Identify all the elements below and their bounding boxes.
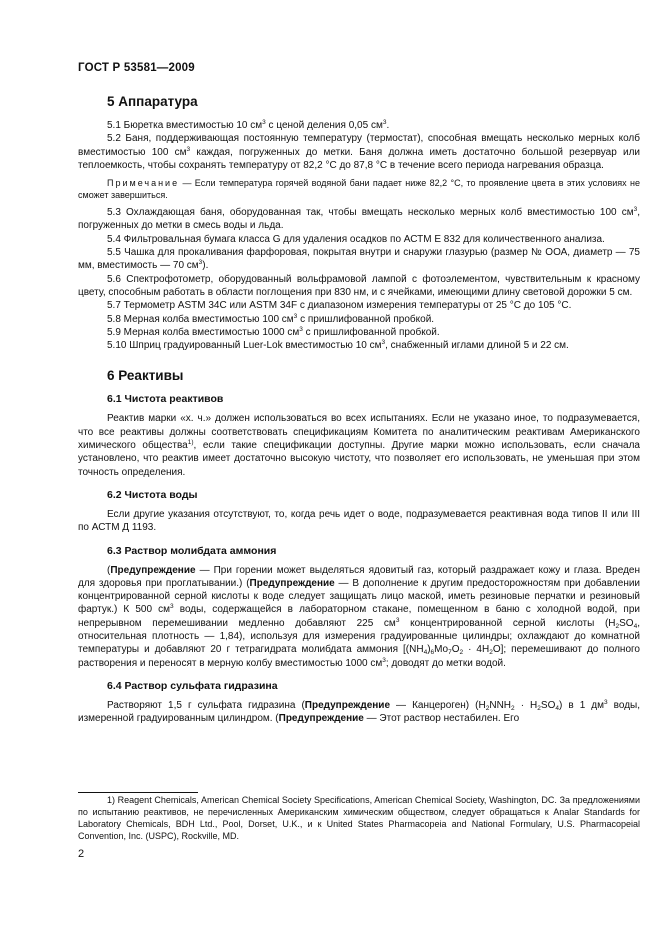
para-5-2: 5.2 Баня, поддерживающая постоянную температуру (термостат), способная вмещать несколько мерных колб вместимостью 100 $см^3$ каждая, погруженных до метки. Баня должна иметь достаточно большой резервуар или теплоемкость, чтобы сохранять температуру от 82,2 °С до 87,8 °С в течение всего периода нагревания образца.: [78, 133, 640, 171]
para-5-8: 5.8 Мерная колба вместимостью 100 $см^3$ с пришлифованной пробкой.: [107, 312, 435, 325]
para-5-6: 5.6 Спектрофотометр, оборудованный вольфрамовой лампой с фотоэлементом, чувствительным к красному цвету, способным работать в области поглощения при 830 нм, и с ячейками, имеющими длину световой дорожки 5 см.: [78, 273, 640, 298]
section-6-title: 6 Реактивы: [107, 368, 184, 384]
document-header: ГОСТ Р 53581—2009: [78, 62, 195, 74]
para-5-3: 5.3 Охлаждающая баня, оборудованная так, чтобы вмещать несколько мерных колб вместимостью 100 $см^3$, погруженных до метки в смесь воды и льда.: [78, 206, 640, 232]
page-number: 2: [78, 848, 85, 860]
para-6-1: Реактив марки «х. ч.» должен использоваться во всех испытаниях. Если не указано иное, то подразумевается, что все реактивы должны соответствовать спецификациям Комитета по аналитическим реактивам Американского химического общества$^{1)}$, если такие спецификации доступны. Другие марки можно использовать, если сначала установлено, что реактив имеет достаточно высокую чистоту, что позволяет его использовать, не уменьшая при этом точность определения.: [78, 413, 640, 478]
para-5-5: 5.5 Чашка для прокаливания фарфоровая, покрытая внутри и снаружи глазурью (размер № ООА, диаметр — 75 мм, вместимость — 70 $см^3$).: [78, 247, 640, 272]
subsection-6-3-title: 6.3 Раствор молибдата аммония: [107, 544, 277, 557]
footnote-1: 1) Reagent Chemicals, American Chemical Society Specifications, American Chemical Society, Washington, DC. За предложениями по испытанию реактивов, не перечисленных Американским химическим обществом, следует обращаться к Analar Standards for Laboratory Chemicals, BDH Ltd., Pool, Dorset, U.K., и к United States Pharmacopeia and National Formulary, U.S. Pharmacopeial Convention, Inc. (USPC), Rockville, MD.: [78, 795, 640, 841]
para-6-2: Если другие указания отсутствуют, то, когда речь идет о воде, подразумевается реактивная вода типов II или III по АСТМ Д 1193.: [78, 508, 640, 534]
para-5-4: 5.4 Фильтровальная бумага класса G для удаления осадков по АСТМ Е 832 для количественного анализа.: [107, 233, 605, 245]
para-5-9: 5.9 Мерная колба вместимостью 1000 $см^3$ с пришлифованной пробкой.: [107, 325, 440, 338]
para-6-4: Растворяют 1,5 г сульфата гидразина (Предупреждение — Канцероген) $(H_2NNH_2 \cdot H_2SO_4)$ в 1 $дм^3$ воды, измеренной градуированным цилиндром. (Предупреждение — Этот раствор нестабилен. Его: [78, 698, 641, 725]
para-6-3: (Предупреждение — При горении может выделяться ядовитый газ, который раздражает кожу и глаза. Вреден для здоровья при проглатывании.) (Предупреждение — В дополнение к другим предосторожностям при добавлении концентрированной серной кислоты к воде следует защищать лицо маской, иметь резиновые перчатки и резиновый фартук.) К 500 $см^3$ воды, содержащейся в лабораторном стакане, помещенном в баню с холодной водой, при непрерывном перемешивании медленно добавляют 225 $см^3$ концентрированной серной кислоты ($H_2SO_4$, относительная плотность — 1,84), используя для измерения градуированные цилиндры; охлаждают до комнатной температуры и добавляют 20 г тетрагидрата молибдата аммония $[(NH_4)_6Mo_7O_2 \cdot 4H_2O]$; перемешивают до полного растворения и переносят в мерную колбу вместимостью 1000 $см^3$; доводят до метки водой.: [78, 564, 641, 669]
para-5-7: 5.7 Термометр ASTM 34C или ASTM 34F с диапазоном измерения температуры от 25 °С до 105 °С.: [107, 300, 572, 312]
para-5-10: 5.10 Шприц градуированный Luer-Lok вместимостью 10 $см^3$, снабженный иглами длиной 5 и 22 см.: [107, 339, 569, 352]
note-5-2: Примечание — Если температура горячей водяной бани падает ниже 82,2 °С, то проявление цвета в этих условиях не сможет завершиться.: [78, 178, 640, 201]
subsection-6-4-title: 6.4 Раствор сульфата гидразина: [107, 679, 278, 692]
para-5-1: 5.1 Бюретка вместимостью 10 $см^3$ с ценой деления 0,05 $см^3$.: [107, 119, 390, 131]
document-body: [78, 94, 640, 726]
footnote-separator: [78, 792, 198, 793]
subsection-6-1-title: 6.1 Чистота реактивов: [107, 393, 224, 406]
section-5-title: 5 Аппаратура: [107, 94, 198, 109]
footnote: [78, 794, 640, 842]
subsection-6-2-title: 6.2 Чистота воды: [107, 488, 198, 501]
